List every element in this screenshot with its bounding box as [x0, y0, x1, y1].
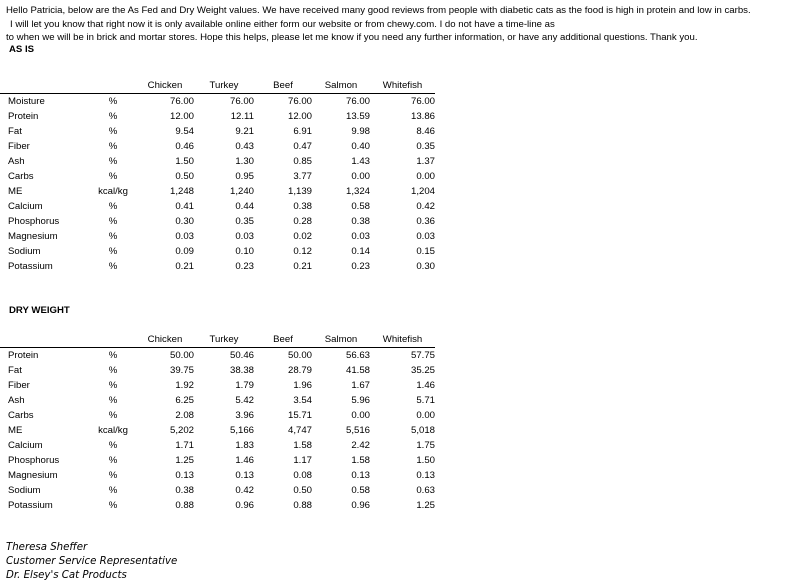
- email-intro: [6, 4, 796, 45]
- row-unit: %: [108, 96, 118, 107]
- email-signature: [6, 541, 177, 583]
- table-cell: 0.35: [235, 216, 254, 227]
- table-cell: 38.38: [229, 365, 254, 376]
- row-unit: %: [108, 171, 118, 182]
- table-cell: 1.17: [293, 455, 312, 466]
- signature-company: Dr. Elsey's Cat Products: [6, 570, 127, 581]
- table-cell: 0.13: [351, 470, 370, 481]
- table-cell: 50.46: [229, 350, 254, 361]
- row-unit: %: [108, 410, 118, 421]
- table-cell: 2.42: [351, 440, 370, 451]
- table-cell: 1.96: [293, 380, 312, 391]
- table-row: [0, 214, 435, 229]
- table-cell: 57.75: [410, 350, 435, 361]
- table-cell: 1.46: [235, 455, 254, 466]
- table-cell: 0.14: [351, 246, 370, 257]
- row-unit: %: [108, 126, 118, 137]
- as-is-header-row: [0, 78, 435, 94]
- row-unit: %: [108, 350, 118, 361]
- dry-weight-heading: DRY WEIGHT: [9, 305, 70, 316]
- table-cell: 0.46: [175, 141, 194, 152]
- table-row: [0, 169, 435, 184]
- row-label: Fat: [8, 365, 22, 376]
- table-cell: 0.38: [293, 201, 312, 212]
- table-cell: 0.03: [235, 231, 254, 242]
- table-cell: 12.00: [169, 111, 194, 122]
- table-row: [0, 124, 435, 139]
- table-cell: 0.88: [293, 500, 312, 511]
- table-cell: 0.44: [235, 201, 254, 212]
- table-cell: 0.12: [293, 246, 312, 257]
- table-cell: 76.00: [410, 96, 435, 107]
- table-cell: 1.30: [235, 156, 254, 167]
- row-unit: %: [108, 455, 118, 466]
- row-unit: %: [108, 500, 118, 511]
- row-unit: %: [108, 395, 118, 406]
- table-cell: 0.50: [293, 485, 312, 496]
- table-cell: 0.23: [235, 261, 254, 272]
- table-cell: 0.42: [235, 485, 254, 496]
- table-cell: 3.77: [293, 171, 312, 182]
- table-cell: 1.71: [175, 440, 194, 451]
- table-row: [0, 498, 435, 513]
- table-row: [0, 423, 435, 438]
- table-row: [0, 94, 435, 110]
- table-cell: 76.00: [229, 96, 254, 107]
- table-cell: 1,324: [345, 186, 370, 197]
- row-label: Potassium: [8, 500, 53, 511]
- row-label: Sodium: [8, 485, 41, 496]
- row-label: Fiber: [8, 141, 30, 152]
- table-cell: 3.54: [293, 395, 312, 406]
- table-row: [0, 259, 435, 274]
- table-row: [0, 348, 435, 364]
- table-cell: 5,516: [345, 425, 370, 436]
- table-cell: 0.50: [175, 171, 194, 182]
- table-cell: 3.96: [235, 410, 254, 421]
- table-cell: 0.13: [235, 470, 254, 481]
- table-row: [0, 109, 435, 124]
- row-label: Calcium: [8, 440, 43, 451]
- row-label: Fat: [8, 126, 22, 137]
- table-cell: 0.08: [293, 470, 312, 481]
- dry-weight-header-row: [0, 332, 435, 348]
- table-cell: 1.25: [175, 455, 194, 466]
- table-cell: 0.85: [293, 156, 312, 167]
- table-cell: 0.30: [175, 216, 194, 227]
- row-unit: %: [108, 141, 118, 152]
- table-cell: 0.58: [351, 485, 370, 496]
- table-cell: 5.71: [416, 395, 435, 406]
- table-cell: 28.79: [287, 365, 312, 376]
- table-cell: 0.63: [416, 485, 435, 496]
- table-cell: 0.02: [293, 231, 312, 242]
- row-label: Carbs: [8, 171, 34, 182]
- table-cell: 1.46: [416, 380, 435, 391]
- table-cell: 0.58: [351, 201, 370, 212]
- table-cell: 13.86: [410, 111, 435, 122]
- row-label: Calcium: [8, 201, 43, 212]
- table-row: [0, 154, 435, 169]
- table-cell: 12.00: [287, 111, 312, 122]
- column-header-whitefish: Whitefish: [370, 332, 435, 348]
- signature-title: Customer Service Representative: [6, 556, 178, 567]
- row-unit: %: [108, 470, 118, 481]
- table-row: [0, 139, 435, 154]
- table-cell: 1.75: [416, 440, 435, 451]
- table-cell: 0.40: [351, 141, 370, 152]
- row-label: Potassium: [8, 261, 53, 272]
- table-cell: 0.00: [416, 171, 435, 182]
- table-cell: 76.00: [169, 96, 194, 107]
- table-row: [0, 438, 435, 453]
- column-header-beef: Beef: [254, 332, 312, 348]
- table-cell: 2.08: [175, 410, 194, 421]
- table-cell: 1,248: [169, 186, 194, 197]
- table-cell: 0.21: [293, 261, 312, 272]
- table-cell: 1.92: [175, 380, 194, 391]
- table-cell: 1,139: [287, 186, 312, 197]
- row-unit: %: [108, 201, 118, 212]
- table-cell: 5,018: [410, 425, 435, 436]
- table-cell: 50.00: [287, 350, 312, 361]
- intro-line-3: to when we will be in brick and mortar stores. Hope this helps, please let me know if you need any further information, or have any additional questions. Thank you.: [6, 32, 698, 43]
- table-cell: 5.96: [351, 395, 370, 406]
- table-cell: 1.50: [416, 455, 435, 466]
- row-unit: %: [108, 246, 118, 257]
- table-cell: 0.03: [416, 231, 435, 242]
- row-unit: %: [108, 365, 118, 376]
- table-row: [0, 244, 435, 259]
- table-row: [0, 199, 435, 214]
- table-cell: 1.25: [416, 500, 435, 511]
- column-header-chicken: Chicken: [136, 332, 194, 348]
- column-header-salmon: Salmon: [312, 332, 370, 348]
- table-cell: 0.00: [351, 171, 370, 182]
- column-header-whitefish: Whitefish: [370, 78, 435, 94]
- intro-line-1: Hello Patricia, below are the As Fed and Dry Weight values. We have received many good reviews from people with diabetic cats as the food is high in protein and low in carbs.: [6, 5, 751, 16]
- row-label: Sodium: [8, 246, 41, 257]
- table-cell: 56.63: [345, 350, 370, 361]
- table-cell: 1.43: [351, 156, 370, 167]
- row-unit: %: [108, 380, 118, 391]
- table-cell: 15.71: [287, 410, 312, 421]
- row-unit: kcal/kg: [98, 186, 128, 197]
- row-unit: %: [108, 261, 118, 272]
- as-is-table: [0, 78, 435, 274]
- dry-weight-table: [0, 332, 435, 513]
- table-cell: 0.10: [235, 246, 254, 257]
- table-cell: 0.88: [175, 500, 194, 511]
- table-cell: 5,202: [169, 425, 194, 436]
- table-row: [0, 363, 435, 378]
- table-cell: 1,240: [229, 186, 254, 197]
- table-row: [0, 468, 435, 483]
- table-cell: 0.00: [416, 410, 435, 421]
- row-label: Moisture: [8, 96, 45, 107]
- table-cell: 0.35: [416, 141, 435, 152]
- table-cell: 39.75: [169, 365, 194, 376]
- table-cell: 0.09: [175, 246, 194, 257]
- row-unit: %: [108, 485, 118, 496]
- table-cell: 0.42: [416, 201, 435, 212]
- row-label: Ash: [8, 395, 25, 406]
- table-cell: 0.21: [175, 261, 194, 272]
- table-cell: 0.03: [351, 231, 370, 242]
- table-cell: 76.00: [345, 96, 370, 107]
- row-unit: %: [108, 231, 118, 242]
- table-cell: 0.36: [416, 216, 435, 227]
- row-label: Protein: [8, 111, 39, 122]
- table-cell: 0.13: [175, 470, 194, 481]
- row-label: Magnesium: [8, 470, 58, 481]
- table-cell: 0.03: [175, 231, 194, 242]
- table-cell: 1.50: [175, 156, 194, 167]
- table-cell: 1.83: [235, 440, 254, 451]
- table-cell: 0.00: [351, 410, 370, 421]
- table-cell: 0.96: [235, 500, 254, 511]
- table-cell: 1.67: [351, 380, 370, 391]
- table-cell: 0.95: [235, 171, 254, 182]
- as-is-heading: AS IS: [9, 44, 35, 55]
- row-label: ME: [8, 425, 23, 436]
- row-unit: %: [108, 111, 118, 122]
- table-cell: 0.96: [351, 500, 370, 511]
- table-cell: 0.15: [416, 246, 435, 257]
- table-cell: 9.21: [235, 126, 254, 137]
- table-cell: 13.59: [345, 111, 370, 122]
- table-cell: 0.38: [351, 216, 370, 227]
- row-label: Phosphorus: [8, 455, 60, 466]
- table-row: [0, 453, 435, 468]
- table-cell: 4,747: [287, 425, 312, 436]
- table-cell: 1,204: [410, 186, 435, 197]
- table-cell: 1.58: [293, 440, 312, 451]
- table-row: [0, 408, 435, 423]
- table-cell: 5.42: [235, 395, 254, 406]
- column-header-beef: Beef: [254, 78, 312, 94]
- table-cell: 1.58: [351, 455, 370, 466]
- row-unit: kcal/kg: [98, 425, 128, 436]
- table-cell: 12.11: [230, 111, 254, 122]
- table-row: [0, 229, 435, 244]
- table-row: [0, 483, 435, 498]
- table-row: [0, 184, 435, 199]
- row-label: Carbs: [8, 410, 34, 421]
- table-cell: 6.91: [293, 126, 312, 137]
- table-cell: 50.00: [169, 350, 194, 361]
- table-cell: 0.41: [175, 201, 194, 212]
- column-header-salmon: Salmon: [312, 78, 370, 94]
- row-unit: %: [108, 156, 118, 167]
- row-label: Protein: [8, 350, 39, 361]
- row-label: Phosphorus: [8, 216, 60, 227]
- table-cell: 8.46: [416, 126, 435, 137]
- table-cell: 9.54: [175, 126, 194, 137]
- table-cell: 0.13: [416, 470, 435, 481]
- row-label: Magnesium: [8, 231, 58, 242]
- table-cell: 0.38: [175, 485, 194, 496]
- table-cell: 0.47: [293, 141, 312, 152]
- table-cell: 0.23: [351, 261, 370, 272]
- row-label: ME: [8, 186, 23, 197]
- table-cell: 5,166: [229, 425, 254, 436]
- table-cell: 1.79: [235, 380, 254, 391]
- row-unit: %: [108, 216, 118, 227]
- table-cell: 1.37: [416, 156, 435, 167]
- table-cell: 0.43: [235, 141, 254, 152]
- table-cell: 35.25: [410, 365, 435, 376]
- column-header-turkey: Turkey: [194, 332, 254, 348]
- table-cell: 0.28: [293, 216, 312, 227]
- column-header-chicken: Chicken: [136, 78, 194, 94]
- column-header-turkey: Turkey: [194, 78, 254, 94]
- table-cell: 6.25: [175, 395, 194, 406]
- row-unit: %: [108, 440, 118, 451]
- table-cell: 9.98: [351, 126, 370, 137]
- intro-line-2: I will let you know that right now it is only available online either form our website or from chewy.com. I do not have a time-line as: [10, 18, 555, 30]
- table-row: [0, 378, 435, 393]
- row-label: Fiber: [8, 380, 30, 391]
- table-cell: 0.30: [416, 261, 435, 272]
- signature-name: Theresa Sheffer: [6, 542, 88, 553]
- row-label: Ash: [8, 156, 25, 167]
- table-cell: 76.00: [287, 96, 312, 107]
- table-row: [0, 393, 435, 408]
- table-cell: 41.58: [345, 365, 370, 376]
